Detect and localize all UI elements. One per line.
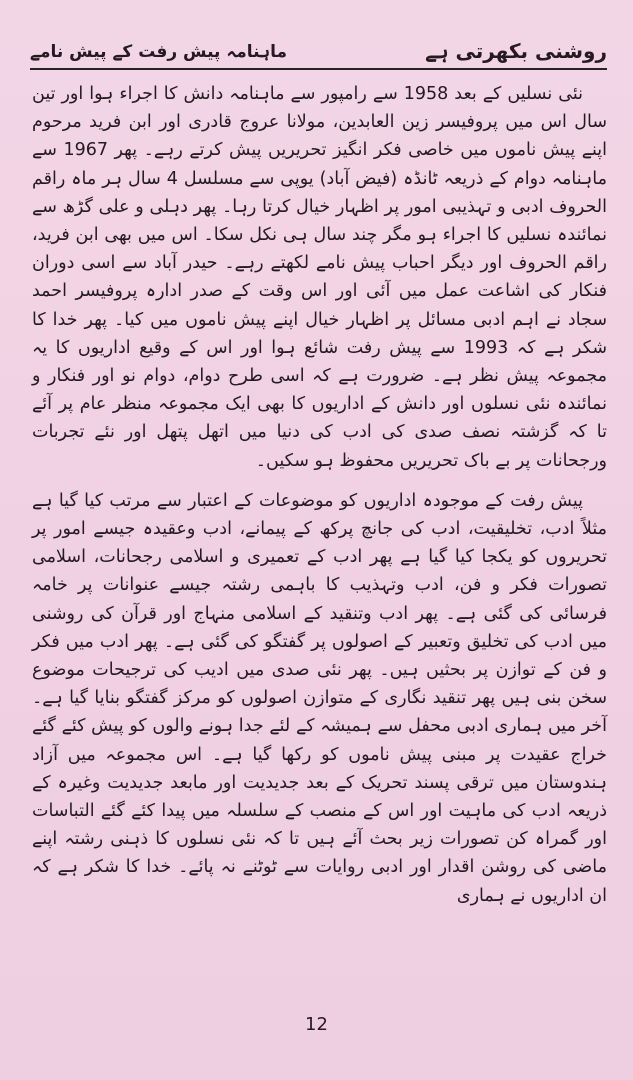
running-title: روشنی بکھرتی ہے [425,39,607,63]
paragraph-1: نئی نسلیں کے بعد 1958 سے رامپور سے ماہنامہ دانش کا اجراء ہوا اور تین سال اس میں پروفیسر زین العابدین، مولانا عروج قادری اور ابن فرید مرحوم اپنے پیش ناموں میں خاصی فکر انگیز تحریریں پیش کرتے رہے۔ پھر 1967 سے ماہنامہ دوام کے ذریعہ ٹانڈہ (فیض آباد) یوپی سے مسلسل 4 سال ہر ماہ راقم الحروف ادبی و تہذیبی امور پر اظہار خیال کرتا رہا۔ پھر دہلی و علی گڑھ سے نمائندہ نسلیں کا اجراء ہو مگر چند سال ہی نکل سکا۔ اس میں بھی ابن فرید، راقم الحروف اور دیگر احباب پیش نامے لکھتے رہے۔ حیدر آباد سے اسی دوران فنکار کی اشاعت عمل میں آئی اور اس وقت کے صدر ادارہ پروفیسر احمد سجاد نے اہم ادبی مسائل پر اظہار خیال اپنے پیش ناموں میں کیا۔ پھر خدا کا شکر ہے کہ 1993 سے پیش رفت شائع ہوا اور اس کے وقیع اداریوں کا یہ مجموعہ پیش نظر ہے۔ ضرورت ہے کہ اسی طرح دوام، دوام نو اور فنکار و نمائندہ نئی نسلوں اور دانش کے اداریوں کا بھی ایک مجموعہ منظر عام پر آئے تا کہ گزشتہ نصف صدی کی ادب کی دنیا میں اتھل پتھل اور نئے تجربات ورجحانات پر بے باک تحریریں محفوظ ہو سکیں۔ [32,84,608,471]
body-text [32,80,607,910]
page-header [30,34,607,70]
paragraph-2: پیش رفت کے موجودہ اداریوں کو موضوعات کے اعتبار سے مرتب کیا گیا ہے مثلاً ادب، تخلیقیت، ادب کی جانچ پرکھ کے پیمانے، ادب وعقیدہ جیسے امور پر تحریروں کو یکجا کیا گیا ہے پھر ادب کے تعمیری و اسلامی رجحانات، اسلامی تصورات فکر و فن، ادب وتہذیب کا باہمی رشتہ جیسے عنوانات پر خامہ فرسائی کی گئی ہے۔ پھر ادب وتنقید کے اسلامی منہاج اور قرآن کی روشنی میں ادب کی تخلیق وتعبیر کے اصولوں پر گفتگو کی گئی ہے۔ پھر ادب میں فکر و فن کے توازن پر بحثیں ہیں۔ پھر نئی صدی میں ادیب کی ترجیحات موضوع سخن بنی ہیں پھر تنقید نگاری کے متوازن اصولوں کو مرکز گفتگو بنایا گیا ہے۔ آخر میں ہماری ادبی محفل سے ہمیشہ کے لئے جدا ہونے والوں کو پیش کئے گئے خراج عقیدت پر مبنی پیش ناموں کو رکھا گیا ہے۔ اس مجموعہ میں آزاد ہندوستان میں ترقی پسند تحریک کے بعد جدیدیت اور مابعد جدیدیت وغیرہ کے ذریعہ ادب کی ماہیت اور اس کے منصب کے سلسلہ میں پیدا کئے گئے التباسات اور گمراہ کن تصورات زیر بحث آئے ہیں تا کہ نئی نسلوں کا ذہنی رشتہ اپنے ماضی کی روشن اقدار اور ادبی روایات سے ٹوٹنے نہ پائے۔ خدا کا شکر ہے کہ ان اداریوں نے ہماری [32,490,607,906]
page-number: 12 [305,1014,328,1035]
book-title: ماہنامہ پیش رفت کے پیش نامے [30,41,287,62]
